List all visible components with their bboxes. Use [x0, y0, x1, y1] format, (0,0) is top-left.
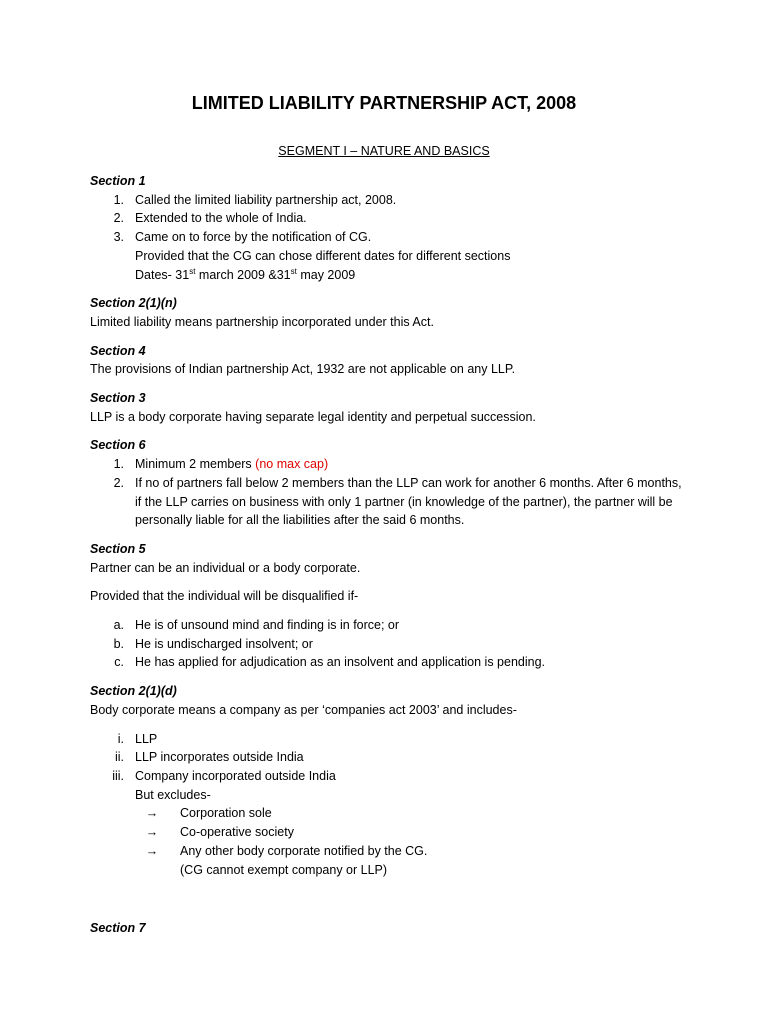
section-4-text: The provisions of Indian partnership Act, 1932 are not applicable on any LLP. [90, 362, 516, 377]
section-2-1-n-heading: Section 2(1)(n) [90, 296, 177, 311]
list-item: 2. Extended to the whole of India. [113, 211, 307, 226]
list-item: iii. Company incorporated outside India [112, 768, 336, 783]
section-5-heading: Section 5 [90, 541, 146, 556]
section-2-1-d-heading: Section 2(1)(d) [90, 684, 177, 699]
section-1-dates: Dates- 31st march 2009 &31st may 2009 [135, 266, 356, 282]
section-1-proviso: Provided that the CG can chose different dates for different sections [135, 248, 511, 263]
arrow-icon: → [145, 825, 159, 840]
section-7-heading: Section 7 [90, 921, 146, 936]
section-1-heading: Section 1 [90, 174, 146, 188]
list-item: ii. LLP incorporates outside India [114, 750, 304, 765]
section-3-heading: Section 3 [90, 391, 146, 406]
section-3-text: LLP is a body corporate having separate legal identity and perpetual succession. [90, 409, 536, 424]
list-item: c. He has applied for adjudication as an insolvent and application is pending. [114, 655, 546, 670]
list-item: b. He is undischarged insolvent; or [113, 636, 313, 651]
list-item: 3. Came on to force by the notification of CG. [113, 230, 372, 245]
section-2-1-n-text: Limited liability means partnership incorporated under this Act. [90, 314, 434, 329]
list-item: i. LLP [117, 731, 158, 746]
list-item: 1. Called the limited liability partnership act, 2008. [113, 192, 397, 207]
list-item: → Any other body corporate notified by the CG. [90, 842, 690, 861]
list-item: a. He is of unsound mind and finding is in force; or [113, 618, 400, 633]
segment-heading: SEGMENT I – NATURE AND BASICS [278, 144, 490, 158]
section-6-heading: Section 6 [90, 438, 146, 453]
document-body [90, 172, 690, 938]
section-5-text: Partner can be an individual or a body corporate. [90, 560, 361, 575]
arrow-icon: → [145, 843, 159, 858]
section-4-heading: Section 4 [90, 343, 146, 358]
arrow-icon: → [145, 806, 159, 821]
document-title: LIMITED LIABILITY PARTNERSHIP ACT, 2008 [191, 93, 577, 113]
excludes-label: But excludes- [135, 787, 211, 802]
no-max-cap-note: (no max cap) [255, 457, 329, 472]
list-item: → Corporation sole [90, 804, 690, 823]
list-item: 2. If no of partners fall below 2 members than the LLP can work for another 6 months. After 6 months, if the LLP carries on business with only 1 partner (in knowledge of the partner), the partner will be personally liable for all the liabilities after the said 6 months. [113, 475, 682, 528]
section-2-1-d-text: Body corporate means a company as per ‘companies act 2003’ and includes- [90, 702, 517, 717]
list-item: 1. Minimum 2 members (no max cap) [113, 457, 329, 472]
list-item: → Co-operative society [90, 823, 690, 842]
section-5-proviso: Provided that the individual will be disqualified if- [90, 589, 359, 604]
exemption-note: (CG cannot exempt company or LLP) [180, 862, 388, 877]
